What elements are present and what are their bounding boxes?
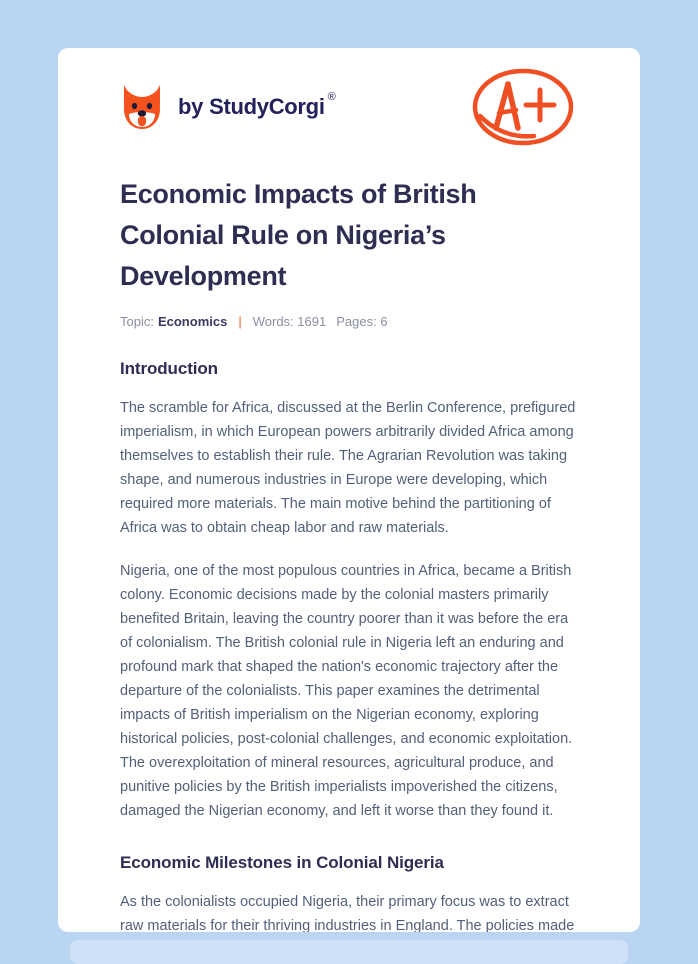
document-meta	[120, 314, 578, 329]
document-paper	[58, 48, 640, 932]
meta-words-label: Words:	[252, 314, 294, 329]
paragraph: Nigeria, one of the most populous countries in Africa, became a British colony. Economic decisions made by the colonial masters primarily benefited Britain, leaving the country poorer than it was before the era of colonialism. The British colonial rule in Nigeria left an enduring and profound mark that shaped the nation's economic trajectory after the departure of the colonialists. This paper examines the detrimental impacts of British imperialism on the Nigerian economy, exploring historical policies, post-colonial challenges, and economic exploitation. The overexploitation of mineral resources, agricultural produce, and punitive policies by the British imperialists impoverished the citizens, damaged the Nigerian economy, and left it worse than they found it.	[120, 563, 573, 819]
page-title: Economic Impacts of British Colonial Rule on Nigeria’s Development	[120, 179, 477, 291]
registered-trademark-icon: ®	[327, 91, 336, 103]
meta-pages	[336, 314, 387, 329]
meta-separator: |	[238, 314, 242, 329]
corgi-face-icon	[120, 83, 164, 131]
paragraph: The scramble for Africa, discussed at the Berlin Conference, prefigured imperialism, in which European powers arbitrarily divided Africa among themselves to establish their rule. The Agrarian Revolution was taking shape, and numerous industries in Europe were developing, which required more materials. The main motive behind the partitioning of Africa was to obtain cheap labor and raw materials.	[120, 400, 576, 536]
meta-pages-label: Pages:	[336, 314, 377, 329]
meta-words-value: 1691	[297, 314, 327, 329]
brand-wordmark	[178, 91, 336, 119]
brand-by-label: by	[178, 94, 204, 119]
meta-pages-value: 6	[380, 314, 388, 329]
section-heading-economic-milestones: Economic Milestones in Colonial Nigeria	[120, 853, 444, 872]
next-page-edge	[70, 940, 628, 964]
document-header	[120, 48, 578, 152]
meta-words	[253, 314, 326, 329]
a-plus-grade-icon	[468, 64, 578, 150]
paragraph: As the colonialists occupied Nigeria, their primary focus was to extract raw materials for their thriving industries in England. The policies made	[120, 894, 575, 932]
section-heading-introduction: Introduction	[120, 359, 218, 378]
meta-topic-value[interactable]: Economics	[157, 314, 228, 329]
meta-topic-label: Topic:	[120, 314, 154, 329]
brand-name-label: StudyCorgi	[209, 94, 325, 119]
studycorgi-logo[interactable]	[120, 83, 336, 131]
